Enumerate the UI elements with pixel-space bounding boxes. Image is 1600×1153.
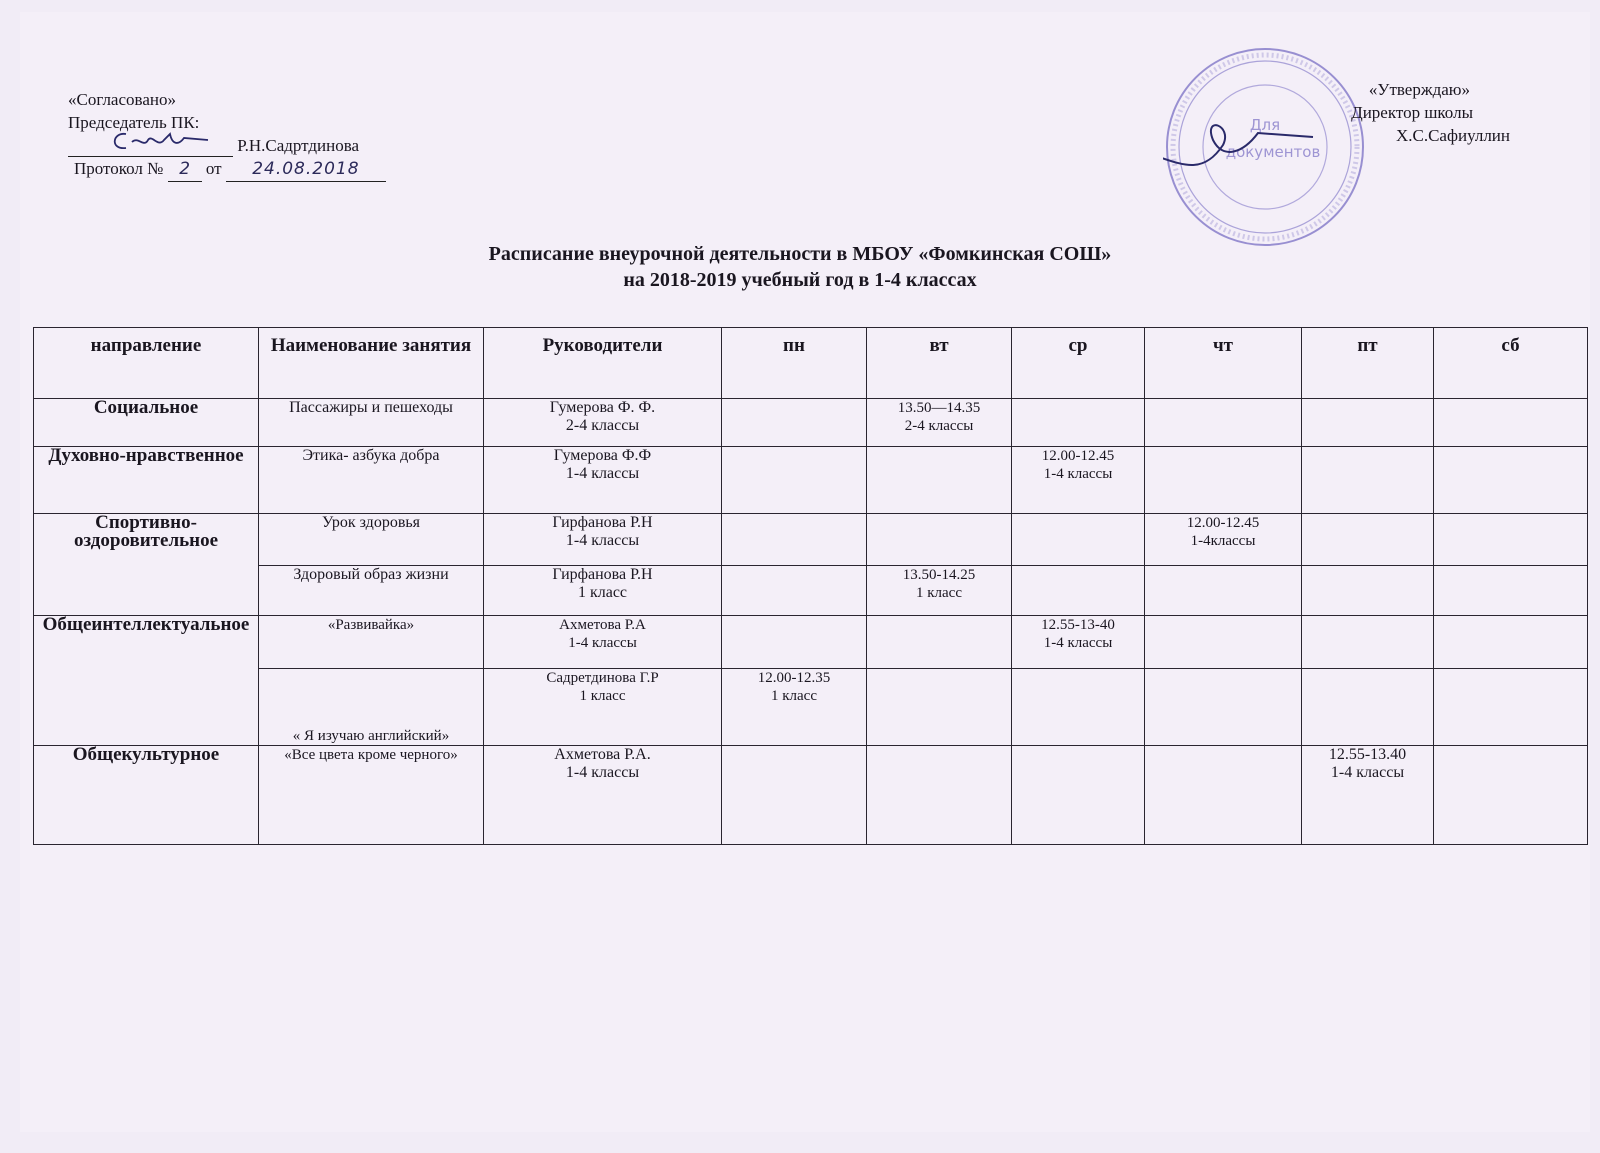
tue-cell (867, 447, 1012, 514)
time-slot: 13.50-14.25 (902, 567, 976, 583)
slot-classes: 1-4 классы (1043, 635, 1113, 651)
table-row (34, 746, 1588, 845)
slot-classes: 1-4 классы (1330, 764, 1405, 781)
sat-cell (1434, 669, 1588, 746)
direction-cell: Духовно-нравственное (34, 447, 259, 514)
table-header-row (34, 328, 1588, 399)
signature-line (68, 138, 233, 157)
direction-cell: Общекультурное (34, 746, 259, 845)
leader-classes: 2-4 классы (565, 417, 640, 434)
table-row (34, 447, 1588, 514)
header-leaders: Руководители (484, 328, 722, 399)
mon-cell (722, 566, 867, 616)
wed-cell (1012, 669, 1145, 746)
wed-cell (1012, 399, 1145, 447)
table-row (34, 566, 1588, 616)
leader-cell (484, 669, 722, 746)
thu-cell (1145, 447, 1302, 514)
header-direction: направление (34, 328, 259, 399)
header-fri: пт (1302, 328, 1434, 399)
mon-cell (722, 746, 867, 845)
fri-cell (1302, 447, 1434, 514)
tue-cell (867, 566, 1012, 616)
header-sat: сб (1434, 328, 1588, 399)
time-slot: 12.00-12.45 (1186, 515, 1260, 531)
protocol-number: 2 (168, 158, 202, 182)
schedule-table (33, 327, 1588, 845)
activity-cell: «Все цвета кроме черного» (259, 746, 484, 845)
mon-cell (722, 447, 867, 514)
protocol-date: 24.08.2018 (226, 158, 386, 182)
tue-cell (867, 514, 1012, 566)
time-slot: 12.00-12.35 (757, 670, 831, 686)
leader-classes: 1 класс (579, 688, 626, 704)
leader-name: Ахметова Р.А (559, 617, 646, 633)
leader-name: Ахметова Р.А. (554, 746, 651, 763)
leader-classes: 1-4 классы (565, 764, 640, 781)
director-title: Директор школы (1351, 103, 1473, 122)
leader-name: Гумерова Ф. Ф. (549, 399, 656, 416)
header-name: Наименование занятия (259, 328, 484, 399)
activity-cell: Пассажиры и пешеходы (259, 399, 484, 447)
fri-cell (1302, 669, 1434, 746)
slot-classes: 2-4 классы (904, 418, 974, 434)
sat-cell (1434, 399, 1588, 447)
table-row (34, 514, 1588, 566)
approval-right-block (1340, 78, 1510, 147)
wed-cell (1012, 447, 1145, 514)
fri-cell (1302, 514, 1434, 566)
tue-cell (867, 669, 1012, 746)
sat-cell (1434, 514, 1588, 566)
leader-cell (484, 447, 722, 514)
mon-cell (722, 514, 867, 566)
sat-cell (1434, 616, 1588, 669)
thu-cell (1145, 399, 1302, 447)
handwritten-signature (108, 128, 218, 154)
leader-cell (484, 566, 722, 616)
page-title: Расписание внеурочной деятельности в МБОУ «Фомкинская СОШ» (488, 243, 1112, 265)
protocol-prefix: Протокол № (74, 159, 164, 178)
time-slot: 12.55-13-40 (1041, 617, 1115, 633)
slot-classes: 1 класс (916, 585, 962, 601)
wed-cell (1012, 514, 1145, 566)
protocol-row (68, 157, 386, 182)
leader-cell (484, 616, 722, 669)
sat-cell (1434, 447, 1588, 514)
slot-classes: 1 класс (771, 688, 817, 704)
fri-cell (1302, 566, 1434, 616)
activity-cell (259, 669, 484, 746)
school-seal (1163, 45, 1368, 250)
tue-cell (867, 399, 1012, 447)
thu-cell (1145, 514, 1302, 566)
header-tue: вт (867, 328, 1012, 399)
fri-cell (1302, 746, 1434, 845)
mon-cell (722, 399, 867, 447)
tue-cell (867, 616, 1012, 669)
time-slot: 13.50—14.35 (897, 400, 981, 416)
leader-classes: 1-4 классы (568, 635, 637, 651)
slot-classes: 1-4классы (1190, 533, 1256, 549)
thu-cell (1145, 669, 1302, 746)
direction-cell: Общеинтеллектуальное (34, 616, 259, 746)
direction-cell: Спортивно-оздоровительное (34, 514, 259, 616)
wed-cell (1012, 616, 1145, 669)
thu-cell (1145, 746, 1302, 845)
leader-cell (484, 514, 722, 566)
fri-cell (1302, 399, 1434, 447)
wed-cell (1012, 746, 1145, 845)
tue-cell (867, 746, 1012, 845)
leader-classes: 1-4 классы (565, 465, 640, 482)
leader-cell (484, 399, 722, 447)
header-wed: ср (1012, 328, 1145, 399)
activity-name: « Я изучаю английский» (292, 728, 450, 744)
time-slot: 12.00-12.45 (1041, 448, 1115, 464)
fri-cell (1302, 616, 1434, 669)
signature-row (68, 134, 386, 157)
leader-name: Гирфанова Р.Н (552, 566, 653, 583)
leader-name: Гумерова Ф.Ф (553, 447, 652, 464)
chairman-label: Председатель ПК: (68, 113, 200, 132)
activity-cell: Этика- азбука добра (259, 447, 484, 514)
agreed-label: «Согласовано» (68, 90, 176, 109)
leader-name: Садретдинова Г.Р (546, 670, 659, 686)
mon-cell (722, 669, 867, 746)
sat-cell (1434, 566, 1588, 616)
header-thu: чт (1145, 328, 1302, 399)
date-prefix: от (205, 159, 222, 178)
approve-label: «Утверждаю» (1368, 80, 1470, 99)
svg-text:Для: Для (1249, 116, 1281, 134)
chairman-name: Р.Н.Садртдинова (237, 136, 360, 155)
svg-text:документов: документов (1225, 143, 1321, 161)
leader-classes: 1 класс (577, 584, 628, 601)
slot-classes: 1-4 классы (1043, 466, 1113, 482)
sat-cell (1434, 746, 1588, 845)
page-subtitle: на 2018-2019 учебный год в 1-4 классах (623, 269, 977, 291)
activity-cell: «Развивайка» (259, 616, 484, 669)
direction-cell: Социальное (34, 399, 259, 447)
activity-cell: Здоровый образ жизни (259, 566, 484, 616)
activity-cell: Урок здоровья (259, 514, 484, 566)
leader-cell (484, 746, 722, 845)
wed-cell (1012, 566, 1145, 616)
table-row (34, 616, 1588, 669)
table-row (34, 669, 1588, 746)
thu-cell (1145, 566, 1302, 616)
director-name: Х.С.Сафиуллин (1395, 126, 1510, 145)
header-mon: пн (722, 328, 867, 399)
leader-name: Гирфанова Р.Н (552, 514, 653, 531)
mon-cell (722, 616, 867, 669)
leader-classes: 1-4 классы (565, 532, 640, 549)
thu-cell (1145, 616, 1302, 669)
approval-left-block (68, 88, 386, 182)
table-row (34, 399, 1588, 447)
time-slot: 12.55-13.40 (1328, 746, 1407, 763)
